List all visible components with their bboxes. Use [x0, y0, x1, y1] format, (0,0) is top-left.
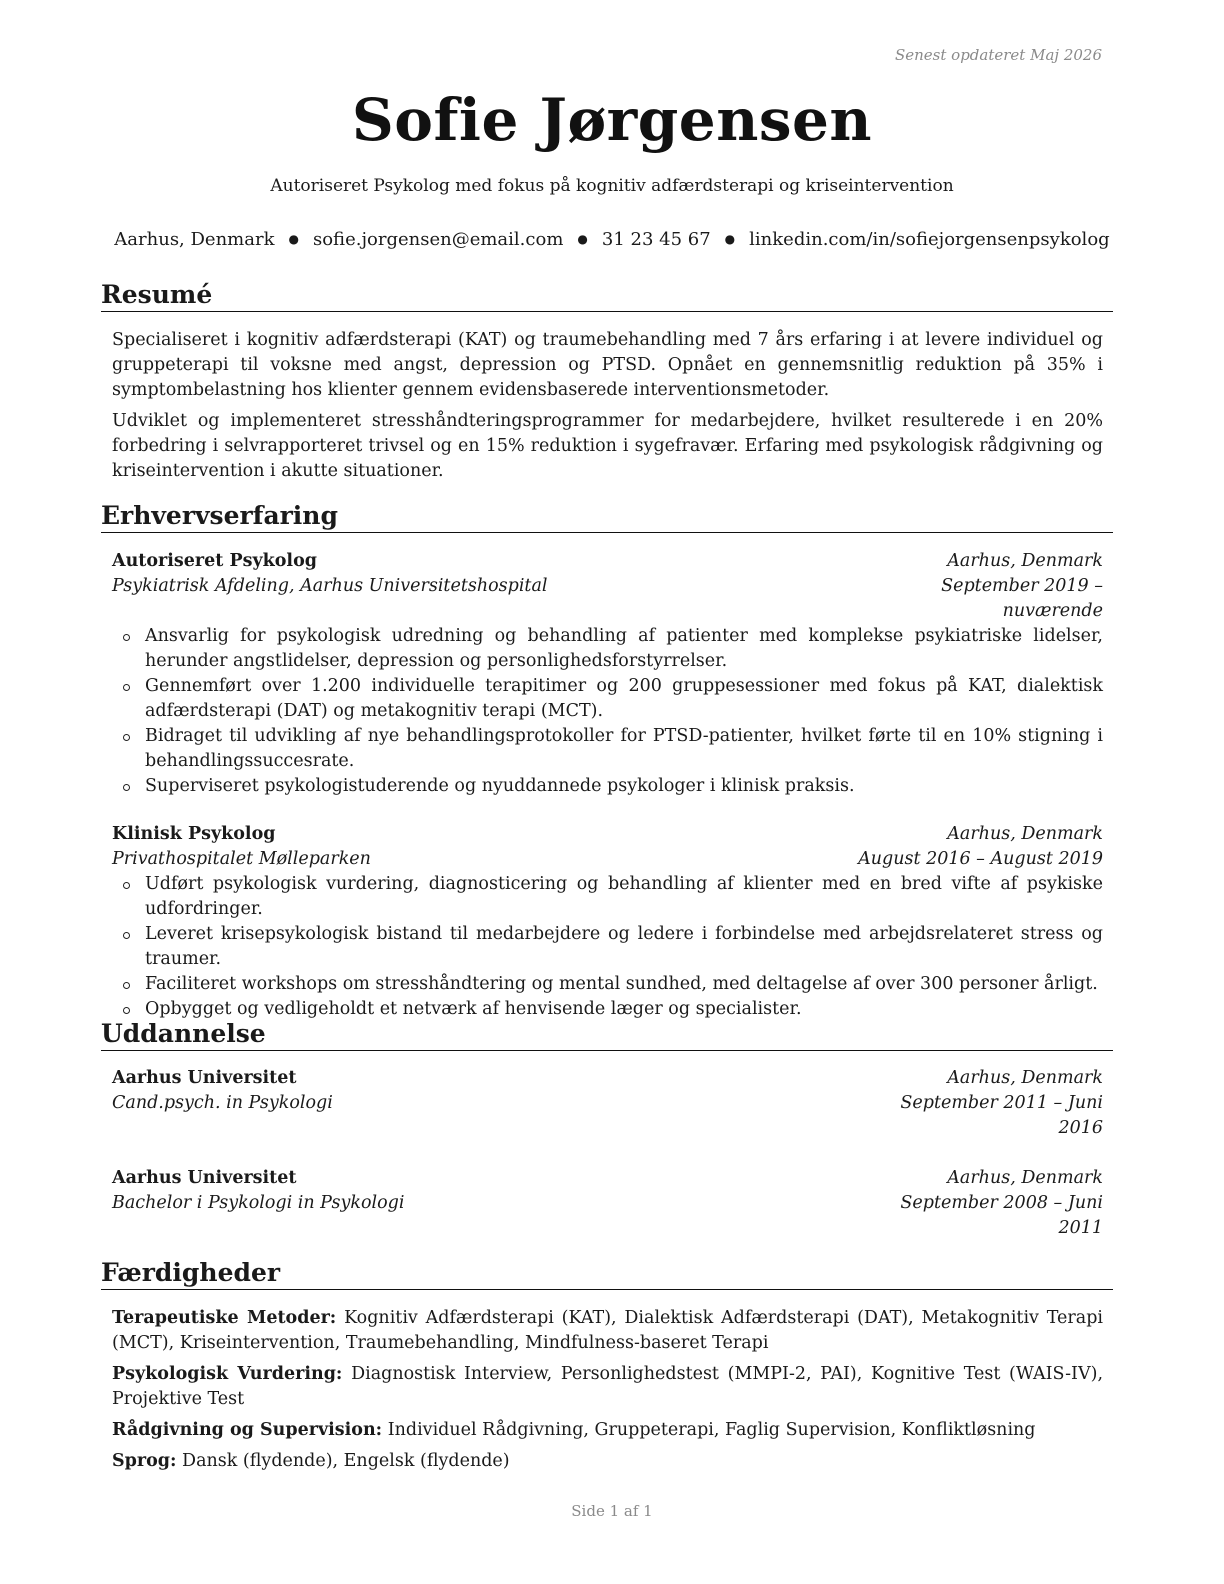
skill-group	[112, 1362, 1103, 1412]
contact-location: Aarhus, Denmark	[114, 229, 275, 250]
circle-bullet-icon	[123, 982, 130, 989]
skill-group	[112, 1306, 1103, 1356]
job-entry	[112, 822, 1103, 1022]
circle-bullet-icon	[123, 734, 130, 741]
list-item: Faciliteret workshops om stresshåndtering og mental sundhed, med deltagelse af over 300 personer årligt.	[112, 972, 1103, 997]
education-location: Aarhus, Denmark	[947, 1168, 1103, 1188]
experience-section	[101, 501, 1113, 1022]
candidate-name: Sofie Jørgensen	[351, 86, 873, 154]
education-degree: Cand.psych. in Psykologi	[112, 1093, 333, 1113]
job-role: Autoriseret Psykolog	[112, 551, 317, 571]
skill-label: Rådgivning og Supervision:	[112, 1420, 383, 1440]
contact-email[interactable]: sofie.jorgensen@email.com	[312, 229, 564, 250]
skills-section	[101, 1258, 1113, 1474]
contact-linkedin[interactable]: linkedin.com/in/sofiejorgensenpsykolog	[749, 229, 1110, 250]
education-dates: September 2008 – Juni 2011	[900, 1193, 1103, 1238]
summary-paragraph: Specialiseret i kognitiv adfærdsterapi (KAT) og traumebehandling med 7 års erfaring i at levere individuel og gruppeterapi til voksne med angst, depression og PTSD. Opnået en gennemsnitlig reduktion på 35% i symptombelastning hos klienter gennem evidensbaserede interventionsmetoder.	[112, 330, 1103, 400]
section-title-experience: Erhvervserfaring	[101, 501, 1113, 533]
circle-bullet-icon	[123, 784, 130, 791]
list-item: Leveret krisepsykologisk bistand til medarbejdere og ledere i forbindelse med arbejdsrelateret stress og traumer.	[112, 922, 1103, 972]
list-item: Bidraget til udvikling af nye behandlingsprotokoller for PTSD-patienter, hvilket førte til en 10% stigning i behandlingssuccesrate.	[112, 724, 1103, 774]
bullet-separator-icon: ●	[577, 232, 588, 246]
job-location: Aarhus, Denmark	[947, 824, 1103, 844]
job-bullet-list	[112, 872, 1103, 1022]
last-updated: Senest opdateret Maj 2026	[894, 46, 1102, 64]
education-dates: September 2011 – Juni 2016	[900, 1093, 1103, 1138]
skill-value: Kognitiv Adfærdsterapi (KAT), Dialektisk Adfærdsterapi (DAT), Metakognitiv Terapi (MCT), Kriseintervention, Traumebehandling, Mindfulness-baseret Terapi	[112, 1308, 1103, 1353]
skill-value: Dansk (flydende), Engelsk (flydende)	[182, 1451, 510, 1471]
skill-value: Individuel Rådgivning, Gruppeterapi, Faglig Supervision, Konfliktløsning	[387, 1420, 1036, 1440]
job-entry	[112, 549, 1103, 799]
job-dates: August 2016 – August 2019	[858, 849, 1103, 869]
skill-label: Terapeutiske Metoder:	[112, 1308, 337, 1328]
bullet-separator-icon: ●	[288, 232, 299, 246]
tagline: Autoriseret Psykolog med fokus på kognitiv adfærdsterapi og kriseintervention	[270, 176, 954, 196]
contact-phone[interactable]: 31 23 45 67	[601, 229, 711, 250]
job-location: Aarhus, Denmark	[947, 551, 1103, 571]
skill-group	[112, 1418, 1103, 1443]
circle-bullet-icon	[123, 1007, 130, 1014]
education-entry	[112, 1166, 1103, 1241]
skill-value: Diagnostisk Interview, Personlighedstest (MMPI-2, PAI), Kognitive Test (WAIS-IV), Projektive Test	[112, 1364, 1104, 1409]
skill-label: Sprog:	[112, 1451, 177, 1471]
job-bullet-list	[112, 624, 1103, 799]
summary-section	[101, 280, 1113, 484]
section-title-skills: Færdigheder	[101, 1258, 1113, 1290]
education-degree: Bachelor i Psykologi in Psykologi	[112, 1193, 405, 1213]
skill-label: Psykologisk Vurdering:	[112, 1364, 343, 1384]
education-section	[101, 1019, 1113, 1241]
list-item: Opbygget og vedligeholdt et netværk af henvisende læger og specialister.	[112, 997, 1103, 1022]
list-item: Superviseret psykologistuderende og nyuddannede psykologer i klinisk praksis.	[112, 774, 1103, 799]
education-location: Aarhus, Denmark	[947, 1068, 1103, 1088]
circle-bullet-icon	[123, 684, 130, 691]
education-entry	[112, 1066, 1103, 1141]
page-number: Side 1 af 1	[571, 1502, 653, 1520]
list-item: Ansvarlig for psykologisk udredning og behandling af patienter med komplekse psykiatriske lidelser, herunder angstlidelser, depression og personlighedsforstyrrelser.	[112, 624, 1103, 674]
job-employer: Privathospitalet Mølleparken	[112, 849, 371, 869]
contact-line	[0, 229, 1224, 250]
circle-bullet-icon	[123, 932, 130, 939]
job-dates: September 2019 – nuværende	[941, 576, 1103, 621]
circle-bullet-icon	[123, 882, 130, 889]
summary-paragraph: Udviklet og implementeret stresshåndteringsprogrammer for medarbejdere, hvilket resulterede i en 20% forbedring i selvrapporteret trivsel og en 15% reduktion i sygefravær. Erfaring med psykologisk rådgivning og kriseintervention i akutte situationer.	[112, 411, 1103, 481]
list-item: Udført psykologisk vurdering, diagnosticering og behandling af klienter med en bred vifte af psykiske udfordringer.	[112, 872, 1103, 922]
circle-bullet-icon	[123, 634, 130, 641]
education-school: Aarhus Universitet	[112, 1068, 297, 1088]
section-title-education: Uddannelse	[101, 1019, 1113, 1051]
education-school: Aarhus Universitet	[112, 1168, 297, 1188]
skill-group	[112, 1449, 1103, 1474]
job-employer: Psykiatrisk Afdeling, Aarhus Universitetshospital	[112, 576, 548, 596]
job-role: Klinisk Psykolog	[112, 824, 276, 844]
list-item: Gennemført over 1.200 individuelle terapitimer og 200 gruppesessioner med fokus på KAT, dialektisk adfærdsterapi (DAT) og metakognitiv terapi (MCT).	[112, 674, 1103, 724]
bullet-separator-icon: ●	[724, 232, 736, 246]
section-title-summary: Resumé	[101, 280, 1113, 312]
